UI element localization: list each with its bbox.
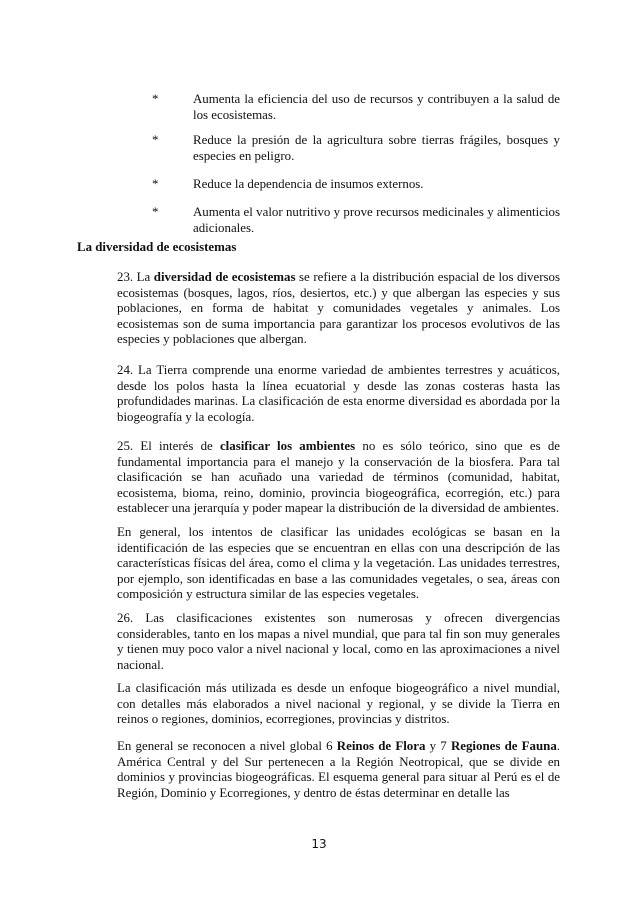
bullet-item <box>152 133 560 164</box>
bullet-marker: * <box>152 205 159 219</box>
bullet-marker: * <box>152 177 159 191</box>
bullet-item <box>152 92 560 123</box>
bullet-item <box>152 205 560 236</box>
bold-term: clasificar los ambientes <box>219 439 356 453</box>
bold-term: Regiones de Fauna <box>450 739 557 753</box>
paragraph-reinos <box>117 739 560 801</box>
bold-term: Reinos de Flora <box>336 739 426 753</box>
paragraph-26: 26. Las clasificaciones existentes son numerosas y ofrecen divergencias considerables, tanto en los mapas a nivel mundial, que para tal fin son muy generales y tienen muy poco valor a nivel nacional y local, como en las aproximaciones a nivel nacional. <box>117 611 560 672</box>
paragraph-25 <box>117 439 560 517</box>
paragraph-text: y 7 <box>425 739 451 753</box>
paragraph-general: En general, los intentos de clasificar las unidades ecológicas se basan en la identificación de las especies que se encuentran en ellas con una descripción de las características físicas del área, como el clima y la vegetación. Las unidades terrestres, por ejemplo, son identificadas en base a las comunidades vegetales, o sea, áreas con composición y estructura similar de las especies vegetales. <box>117 525 560 601</box>
bullet-text: Aumenta la eficiencia del uso de recursos y contribuyen a la salud de los ecosistemas. <box>193 92 560 122</box>
section-heading: La diversidad de ecosistemas <box>77 240 237 254</box>
paragraph-24: 24. La Tierra comprende una enorme variedad de ambientes terrestres y acuáticos, desde los polos hasta la línea ecuatorial y desde las zonas costeras hasta las profundidades marinas. La clasificación de esta enorme diversidad es abordada por la biogeografía y la ecología. <box>117 363 560 424</box>
paragraph-23 <box>117 270 560 348</box>
paragraph-text: 23. La <box>117 270 154 284</box>
bold-term: diversidad de ecosistemas <box>153 270 296 284</box>
bullet-item <box>152 177 560 193</box>
page-number: 13 <box>311 837 327 851</box>
paragraph-text: no es sólo teórico, sino que es de fundamental importancia para el manejo y la conservación de la biosfera. Para tal clasificación se han acuñado una variedad de términos (comunidad, habitat, ecosistema, bioma, reino, dominio, provincia biogeográfica, ecorregión, etc.) para establecer una jerarquía y poder mapear la distribución de la diversidad de ambientes. <box>117 439 560 515</box>
paragraph-text: se refiere a la distribución espacial de los diversos ecosistemas (bosques, lagos, ríos, desiertos, etc.) y que albergan las especies y sus poblaciones, en forma de habitat y comunidades vegetales y animales. Los ecosistemas son de suma importancia para garantizar los procesos evolutivos de las especies y poblaciones que albergan. <box>117 270 560 346</box>
paragraph-text: 25. El interés de <box>117 439 220 453</box>
bullet-text: Reduce la presión de la agricultura sobre tierras frágiles, bosques y especies en peligro. <box>193 133 560 163</box>
bullet-marker: * <box>152 133 159 147</box>
bullet-text: Aumenta el valor nutritivo y prove recursos medicinales y alimenticios adicionales. <box>193 205 560 235</box>
paragraph-text: . América Central y del Sur pertenecen a la Región Neotropical, que se divide en dominios y provincias biogeográficas. El esquema general para situar al Perú es el de Región, Dominio y Ecorregiones, y dentro de éstas determinar en detalle las <box>117 739 561 800</box>
bullet-marker: * <box>152 92 159 106</box>
bullet-text: Reduce la dependencia de insumos externos. <box>193 177 424 191</box>
paragraph-clasificacion: La clasificación más utilizada es desde un enfoque biogeográfico a nivel mundial, con detalles más elaborados a nivel nacional y regional, y se divide la Tierra en reinos o regiones, dominios, ecorregiones, provincias y distritos. <box>117 681 560 726</box>
paragraph-text: En general se reconocen a nivel global 6 <box>117 739 337 753</box>
